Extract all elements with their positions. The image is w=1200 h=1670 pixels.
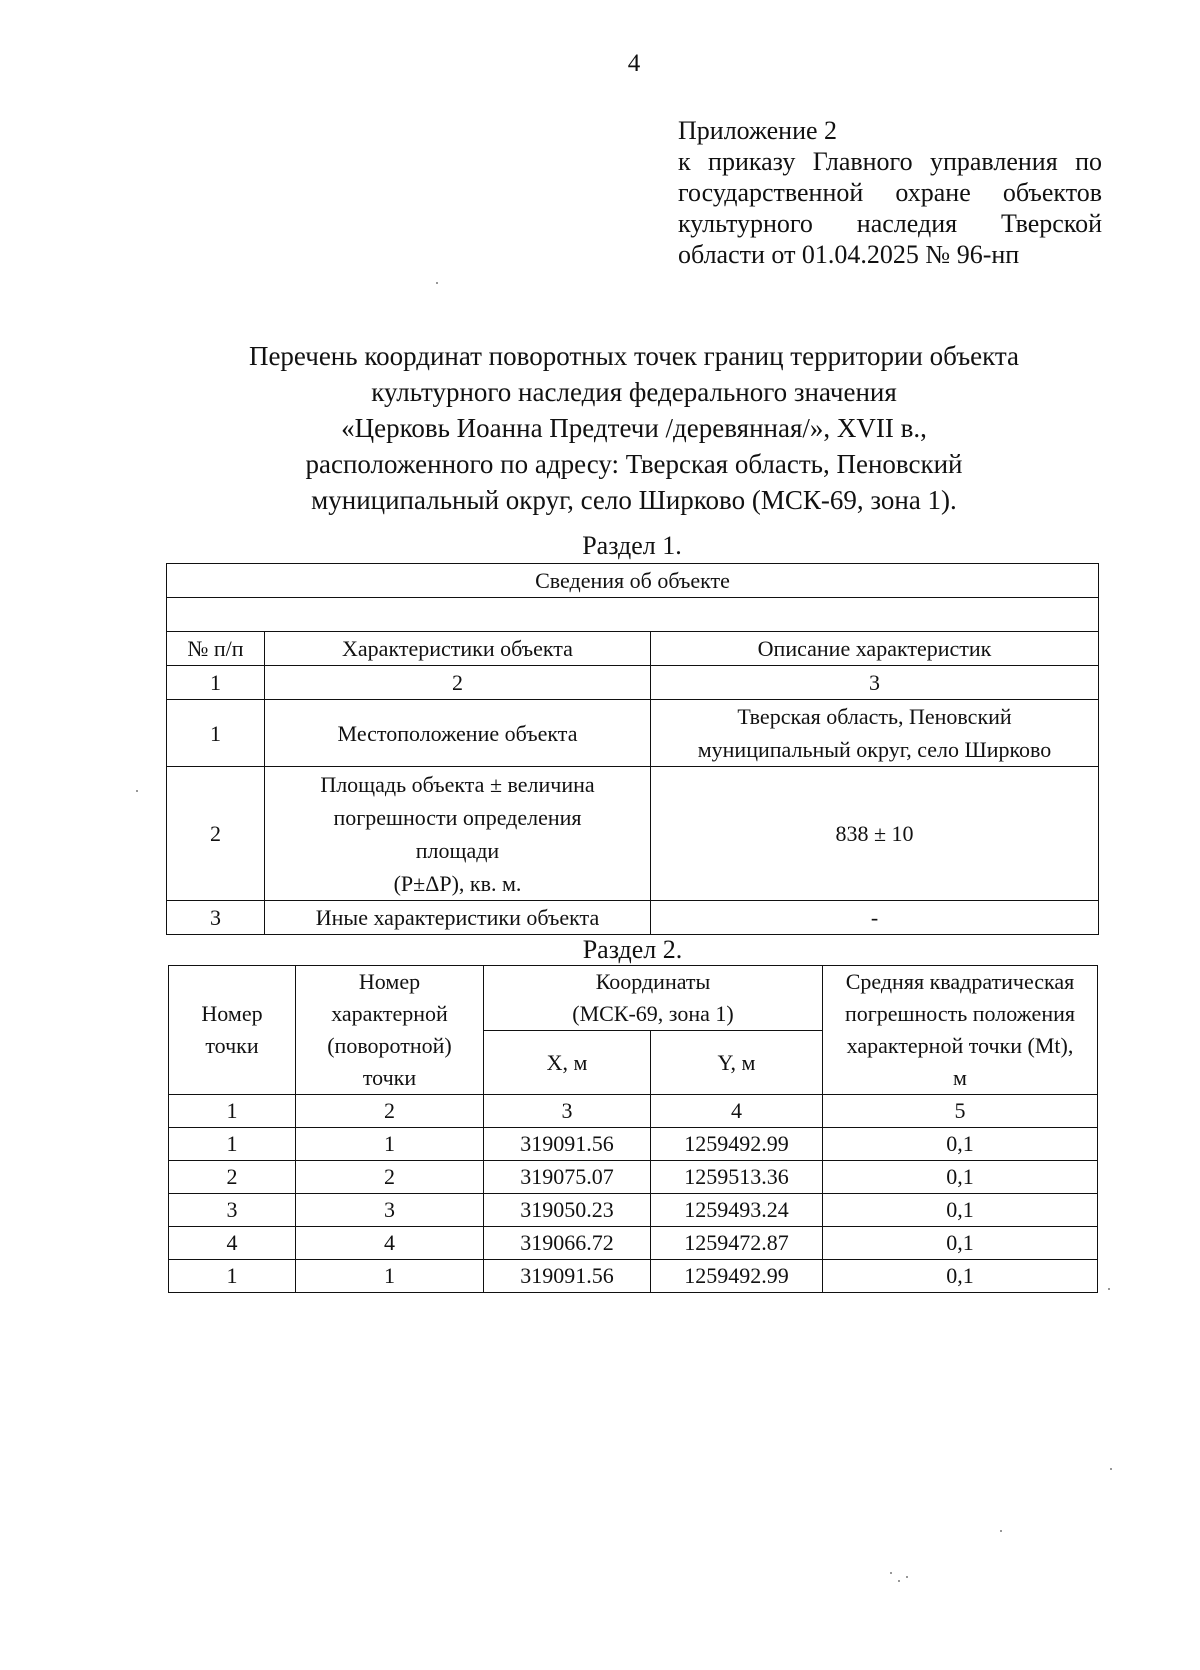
cell-line: - xyxy=(870,905,879,930)
table-row xyxy=(169,1260,1098,1293)
characteristic-number: 2 xyxy=(296,1161,484,1194)
column-number: 1 xyxy=(167,666,265,700)
characteristic-cell xyxy=(265,901,651,935)
title-line: «Церковь Иоанна Предтечи /деревянная/», XVII в., xyxy=(341,413,927,443)
section1-caption: Сведения об объекте xyxy=(167,564,1099,598)
appendix-line: Приложение 2 xyxy=(678,116,838,145)
x-coordinate: 319091.56 xyxy=(484,1128,651,1161)
table-row xyxy=(169,1128,1098,1161)
error-value: 0,1 xyxy=(823,1161,1098,1194)
section1-empty-row xyxy=(167,598,1099,632)
cell-line: точки xyxy=(362,1065,417,1090)
point-number: 2 xyxy=(169,1161,296,1194)
cell-line: Средняя квадратическая xyxy=(845,969,1075,994)
cell-line: (P±ΔP), кв. м. xyxy=(393,870,522,896)
table-row xyxy=(167,767,1099,901)
point-number: 4 xyxy=(169,1227,296,1260)
title-line: культурного наследия федерального значения xyxy=(371,377,897,407)
header-point-number xyxy=(169,966,296,1095)
cell-line: Площадь объекта ± величина xyxy=(320,771,595,797)
header-error xyxy=(823,966,1098,1095)
cell-line: погрешность положения xyxy=(845,1001,1075,1026)
section2-label: Раздел 2. xyxy=(582,935,683,964)
description-cell xyxy=(651,767,1099,901)
row-number: 3 xyxy=(167,901,265,935)
cell-line: Номер xyxy=(201,1001,263,1026)
error-value: 0,1 xyxy=(823,1128,1098,1161)
speck xyxy=(890,1572,892,1574)
y-coordinate: 1259472.87 xyxy=(651,1227,823,1260)
row-number: 2 xyxy=(167,767,265,901)
x-coordinate: 319075.07 xyxy=(484,1161,651,1194)
y-coordinate: 1259493.24 xyxy=(651,1194,823,1227)
section1-table xyxy=(166,563,1099,935)
x-coordinate: 319066.72 xyxy=(484,1227,651,1260)
page-number: 4 xyxy=(627,50,641,77)
cell-line: (МСК-69, зона 1) xyxy=(572,1001,734,1026)
column-number: 5 xyxy=(823,1095,1098,1128)
header-y: Y, м xyxy=(651,1031,823,1095)
section2-table xyxy=(168,965,1098,1293)
header-x: X, м xyxy=(484,1031,651,1095)
section1-label: Раздел 1. xyxy=(582,531,682,560)
characteristic-cell xyxy=(265,700,651,767)
appendix-line: культурного наследия Тверской xyxy=(678,209,1102,238)
column-number: 1 xyxy=(169,1095,296,1128)
header-cell: № п/п xyxy=(167,632,265,666)
cell-line: муниципальный округ, село Ширково xyxy=(697,737,1052,762)
characteristic-number: 4 xyxy=(296,1227,484,1260)
error-value: 0,1 xyxy=(823,1227,1098,1260)
point-number: 1 xyxy=(169,1260,296,1293)
cell-line: точки xyxy=(205,1033,259,1058)
appendix-line: государственной охране объектов xyxy=(678,178,1102,207)
error-value: 0,1 xyxy=(823,1194,1098,1227)
cell-line: характерной xyxy=(331,1001,448,1026)
cell-line: (поворотной) xyxy=(327,1033,452,1058)
header-cell: Характеристики объекта xyxy=(265,632,651,666)
speck xyxy=(906,1576,908,1578)
characteristic-number: 3 xyxy=(296,1194,484,1227)
appendix-line: к приказу Главного управления по xyxy=(678,147,1102,176)
speck xyxy=(898,1580,900,1582)
column-number: 3 xyxy=(484,1095,651,1128)
table-row xyxy=(169,1194,1098,1227)
characteristic-number: 1 xyxy=(296,1260,484,1293)
error-value: 0,1 xyxy=(823,1260,1098,1293)
cell-line: Местоположение объекта xyxy=(337,720,578,746)
x-coordinate: 319050.23 xyxy=(484,1194,651,1227)
point-number: 3 xyxy=(169,1194,296,1227)
cell-line: характерной точки (Mt), xyxy=(846,1033,1074,1058)
table-row xyxy=(167,901,1099,935)
area-value: 838 ± 10 xyxy=(835,821,914,846)
y-coordinate: 1259492.99 xyxy=(651,1260,823,1293)
appendix-block xyxy=(678,115,1102,270)
y-coordinate: 1259513.36 xyxy=(651,1161,823,1194)
y-coordinate: 1259492.99 xyxy=(651,1128,823,1161)
characteristic-cell xyxy=(265,767,651,901)
cell-line: погрешности определения xyxy=(333,804,582,830)
speck xyxy=(136,790,138,792)
cell-line: Иные характеристики объекта xyxy=(315,905,600,930)
cell-line: Номер xyxy=(358,969,421,994)
characteristic-number: 1 xyxy=(296,1128,484,1161)
column-number: 2 xyxy=(296,1095,484,1128)
cell-line: м xyxy=(953,1065,967,1090)
column-number: 2 xyxy=(265,666,651,700)
description-cell xyxy=(651,901,1099,935)
cell-line: Тверская область, Пеновский xyxy=(737,704,1012,729)
speck xyxy=(436,282,438,284)
x-coordinate: 319091.56 xyxy=(484,1260,651,1293)
table-row xyxy=(167,700,1099,767)
title-line: расположенного по адресу: Тверская область, Пеновский xyxy=(305,449,963,479)
title-line: муниципальный округ, село Ширково (МСК-69, зона 1). xyxy=(311,485,957,515)
point-number: 1 xyxy=(169,1128,296,1161)
speck xyxy=(1108,1288,1110,1290)
header-cell: Описание характеристик xyxy=(651,632,1099,666)
table-row xyxy=(169,1161,1098,1194)
header-coordinates xyxy=(484,966,823,1031)
appendix-line: области от 01.04.2025 № 96-нп xyxy=(678,240,1020,269)
title-line: Перечень координат поворотных точек границ территории объекта xyxy=(248,341,1020,371)
column-number: 3 xyxy=(651,666,1099,700)
row-number: 1 xyxy=(167,700,265,767)
document-title xyxy=(160,338,1108,518)
cell-line: площади xyxy=(415,837,500,863)
speck xyxy=(1110,1468,1112,1470)
cell-line: Координаты xyxy=(595,969,711,994)
table-row xyxy=(169,1227,1098,1260)
description-cell xyxy=(651,700,1099,767)
column-number: 4 xyxy=(651,1095,823,1128)
header-characteristic-number xyxy=(296,966,484,1095)
speck xyxy=(1000,1530,1002,1532)
